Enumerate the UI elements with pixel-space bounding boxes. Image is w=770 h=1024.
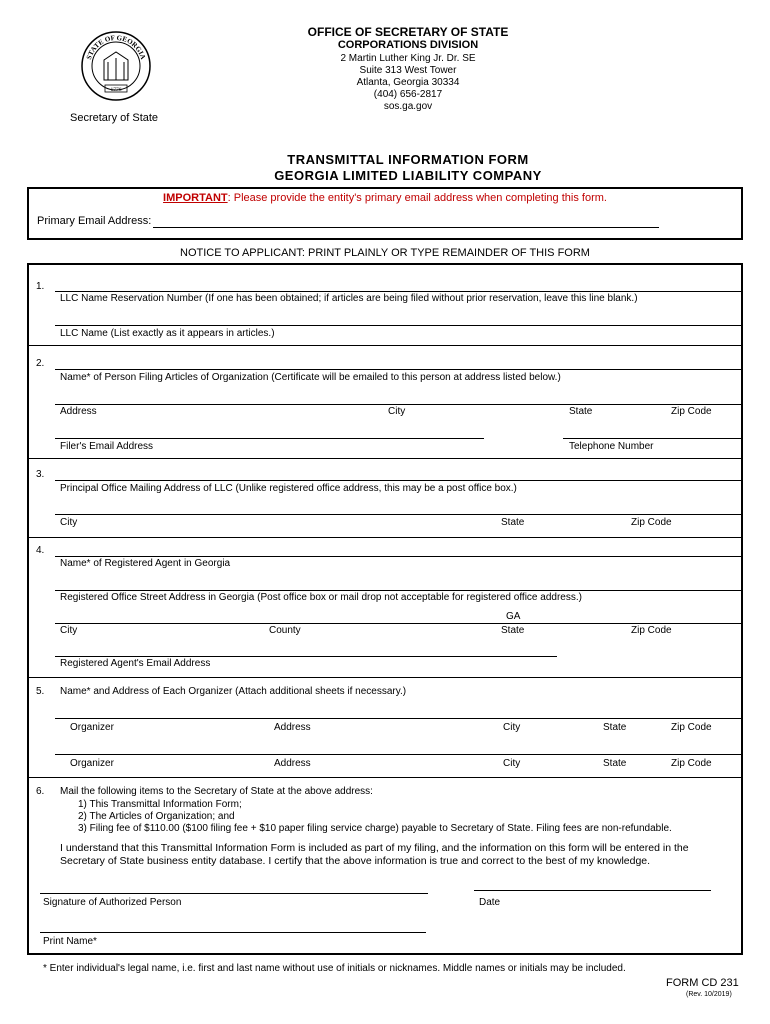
rule	[55, 480, 741, 481]
organizer-2-zip-label: Zip Code	[671, 758, 712, 769]
rule	[55, 754, 741, 755]
rule	[29, 677, 741, 678]
rule	[474, 890, 711, 891]
organizer-1-label: Organizer	[70, 722, 114, 733]
address-line-2: Suite 313 West Tower	[359, 65, 457, 76]
llc-name-label: LLC Name (List exactly as it appears in articles.)	[60, 328, 275, 339]
rule	[40, 932, 426, 933]
registered-street-input[interactable]	[57, 576, 737, 590]
mail-instructions: Mail the following items to the Secretary of State at the above address:	[60, 786, 373, 797]
svg-text:1776: 1776	[110, 87, 122, 93]
rule	[55, 369, 741, 370]
filer-city-label: City	[388, 406, 406, 417]
organizer-1-zip-label: Zip Code	[671, 722, 712, 733]
mail-item-3: 3) Filing fee of $110.00 ($100 filing fee + $10 paper filing service charge) payable to Secretary of State. Filing fees are non-refundable.	[78, 823, 672, 834]
filer-name-input[interactable]	[57, 356, 737, 370]
filer-address-input[interactable]	[57, 390, 737, 404]
signature-input[interactable]	[42, 879, 425, 893]
important-notice	[0, 192, 770, 204]
rule	[29, 345, 741, 346]
phone: (404) 656-2817	[373, 89, 443, 100]
section-4-number: 4.	[36, 545, 45, 556]
registered-county-label: County	[269, 625, 301, 636]
mailing-city-label: City	[60, 517, 78, 528]
svg-text:STATE OF GEORGIA: STATE OF GEORGIA	[84, 33, 148, 61]
rule	[55, 291, 741, 292]
important-label: IMPORTANT	[163, 192, 228, 204]
georgia-state-seal	[80, 30, 152, 102]
agent-email-label: Registered Agent's Email Address	[60, 658, 211, 669]
rule	[55, 623, 741, 624]
office-title: OFFICE OF SECRETARY OF STATE	[307, 25, 509, 39]
form-number: FORM CD 231	[666, 977, 739, 989]
rule	[29, 537, 741, 538]
registered-city-label: City	[60, 625, 78, 636]
address-line-1: 2 Martin Luther King Jr. Dr. SE	[340, 53, 476, 64]
rule	[55, 325, 741, 326]
mailing-zip-label: Zip Code	[631, 517, 672, 528]
mailing-address-input[interactable]	[57, 466, 737, 480]
organizer-1-city-label: City	[503, 722, 521, 733]
form-title-line-2: GEORGIA LIMITED LIABILITY COMPANY	[274, 168, 542, 183]
filer-address-label: Address	[60, 406, 97, 417]
date-label: Date	[479, 897, 501, 908]
mailing-city-input[interactable]	[57, 500, 737, 514]
primary-email-line	[153, 227, 659, 228]
notice-to-applicant: NOTICE TO APPLICANT: PRINT PLAINLY OR TYPE REMAINDER OF THIS FORM	[180, 247, 590, 259]
print-name-label: Print Name*	[43, 936, 97, 947]
organizers-title: Name* and Address of Each Organizer (Attach additional sheets if necessary.)	[60, 686, 407, 697]
filer-phone-label: Telephone Number	[569, 441, 654, 452]
section-3-number: 3.	[36, 469, 45, 480]
section-5-number: 5.	[36, 686, 45, 697]
organizer-2-city-label: City	[503, 758, 521, 769]
rule	[55, 590, 741, 591]
rule	[55, 404, 741, 405]
filer-zip-label: Zip Code	[671, 406, 712, 417]
agent-email-input[interactable]	[57, 642, 554, 656]
division-title: CORPORATIONS DIVISION	[337, 39, 479, 51]
organizer-2-address-label: Address	[274, 758, 311, 769]
signature-label: Signature of Authorized Person	[43, 897, 182, 908]
important-text: : Please provide the entity's primary email address when completing this form.	[227, 192, 607, 204]
section-2-number: 2.	[36, 358, 45, 369]
organizer-1-input[interactable]	[57, 704, 737, 718]
date-input[interactable]	[476, 876, 708, 890]
organizer-1-address-label: Address	[274, 722, 311, 733]
filer-email-input[interactable]	[57, 424, 481, 438]
registered-street-label: Registered Office Street Address in Georgia (Post office box or mail drop not acceptable for registered office address.)	[60, 592, 582, 603]
organizer-1-state-label: State	[603, 722, 627, 733]
section-1-number: 1.	[36, 281, 45, 292]
rule	[55, 656, 557, 657]
rule	[55, 438, 484, 439]
rule	[563, 438, 741, 439]
certification-line-2: Secretary of State business entity database. I certify that the above information is true and correct to the best of my knowledge.	[60, 855, 651, 867]
filer-state-label: State	[569, 406, 593, 417]
revision-date: (Rev. 10/2019)	[686, 991, 732, 998]
organizer-2-label: Organizer	[70, 758, 114, 769]
organizer-2-input[interactable]	[57, 740, 737, 754]
mailing-address-label: Principal Office Mailing Address of LLC (Unlike registered office address, this may be a post office box.)	[60, 483, 517, 494]
rule	[29, 777, 741, 778]
mailing-state-label: State	[501, 517, 525, 528]
form-title-line-1: TRANSMITTAL INFORMATION FORM	[287, 152, 529, 167]
mail-item-1: 1) This Transmittal Information Form;	[78, 799, 242, 810]
agent-name-label: Name* of Registered Agent in Georgia	[60, 558, 231, 569]
registered-state-label: State	[501, 625, 525, 636]
print-name-input[interactable]	[42, 918, 423, 932]
filer-email-label: Filer's Email Address	[60, 441, 154, 452]
legal-name-footnote: * Enter individual's legal name, i.e. first and last name without use of initials or nicknames. Middle names or initials may be included.	[43, 963, 626, 974]
primary-email-label: Primary Email Address:	[37, 215, 152, 227]
registered-state-value: GA	[506, 611, 521, 622]
filer-name-label: Name* of Person Filing Articles of Organization (Certificate will be emailed to this person at address listed below.)	[60, 372, 561, 383]
rule	[40, 893, 428, 894]
organizer-2-state-label: State	[603, 758, 627, 769]
rule	[55, 556, 741, 557]
rule	[29, 458, 741, 459]
llc-name-input[interactable]	[57, 311, 737, 325]
reservation-number-input[interactable]	[57, 277, 737, 291]
mail-item-2: 2) The Articles of Organization; and	[78, 811, 235, 822]
agent-name-input[interactable]	[57, 542, 737, 556]
seal-caption: Secretary of State	[70, 112, 159, 124]
filer-phone-input[interactable]	[565, 424, 739, 438]
reservation-number-label: LLC Name Reservation Number (If one has been obtained; if articles are being filed without prior reservation, leave this line blank.)	[60, 293, 638, 304]
rule	[55, 718, 741, 719]
rule	[55, 514, 741, 515]
primary-email-input[interactable]	[156, 213, 656, 227]
registered-zip-label: Zip Code	[631, 625, 672, 636]
website: sos.ga.gov	[383, 101, 433, 112]
address-line-3: Atlanta, Georgia 30334	[356, 77, 460, 88]
section-6-number: 6.	[36, 786, 45, 797]
certification-line-1: I understand that this Transmittal Information Form is included as part of my filing, and the information on this form will be entered in the	[60, 842, 689, 854]
